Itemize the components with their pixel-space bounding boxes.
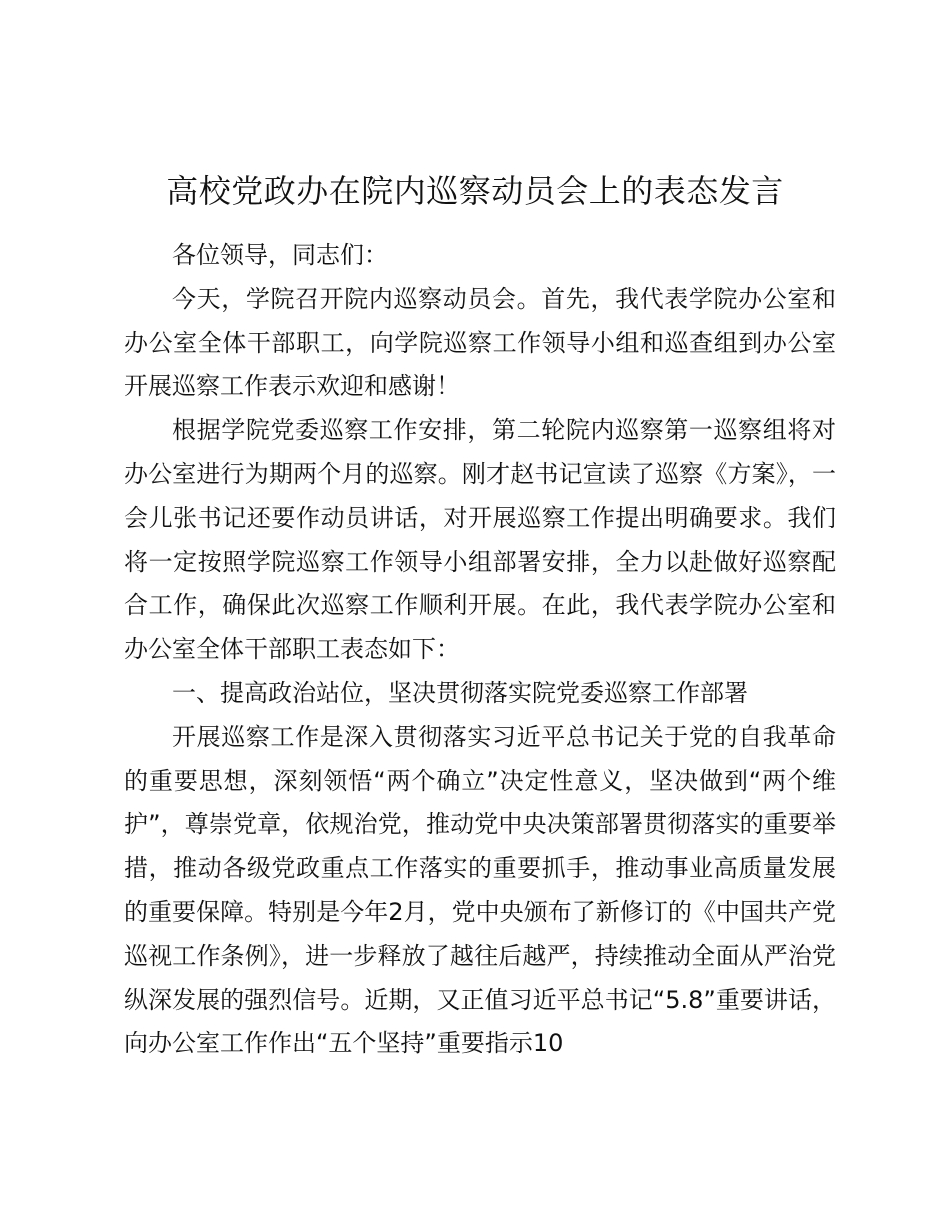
document-body [124, 234, 836, 1066]
paragraph: 根据学院党委巡察工作安排，第二轮院内巡察第一巡察组将对办公室进行为期两个月的巡察。刚才赵书记宣读了巡察《方案》，一会儿张书记还要作动员讲话，对开展巡察工作提出明确要求。我们将一定按照学院巡察工作领导小组部署安排，全力以赴做好巡察配合工作，确保此次巡察工作顺利开展。在此，我代表学院办公室和办公室全体干部职工表态如下： [124, 416, 836, 664]
paragraph: 开展巡察工作是深入贯彻落实习近平总书记关于党的自我革命的重要思想，深刻领悟“两个确立”决定性意义，坚决做到“两个维护”，尊崇党章，依规治党，推动党中央决策部署贯彻落实的重要举措，推动各级党政重点工作落实的重要抓手，推动事业高质量发展的重要保障。特别是今年2月，党中央颁布了新修订的《中国共产党巡视工作条例》，进一步释放了越往后越严，持续推动全面从严治党纵深发展的强烈信号。近期，又正值习近平总书记“5.8”重要讲话，向办公室工作作出“五个坚持”重要指示10 [124, 722, 836, 1058]
document-title: 高校党政办在院内巡察动员会上的表态发言 [166, 172, 784, 210]
salutation: 各位领导，同志们： [172, 241, 388, 269]
section-heading: 一、提高政治站位，坚决贯彻落实院党委巡察工作部署 [172, 678, 748, 707]
paragraph: 今天，学院召开院内巡察动员会。首先，我代表学院办公室和办公室全体干部职工，向学院巡察工作领导小组和巡查组到办公室开展巡察工作表示欢迎和感谢！ [124, 284, 836, 401]
